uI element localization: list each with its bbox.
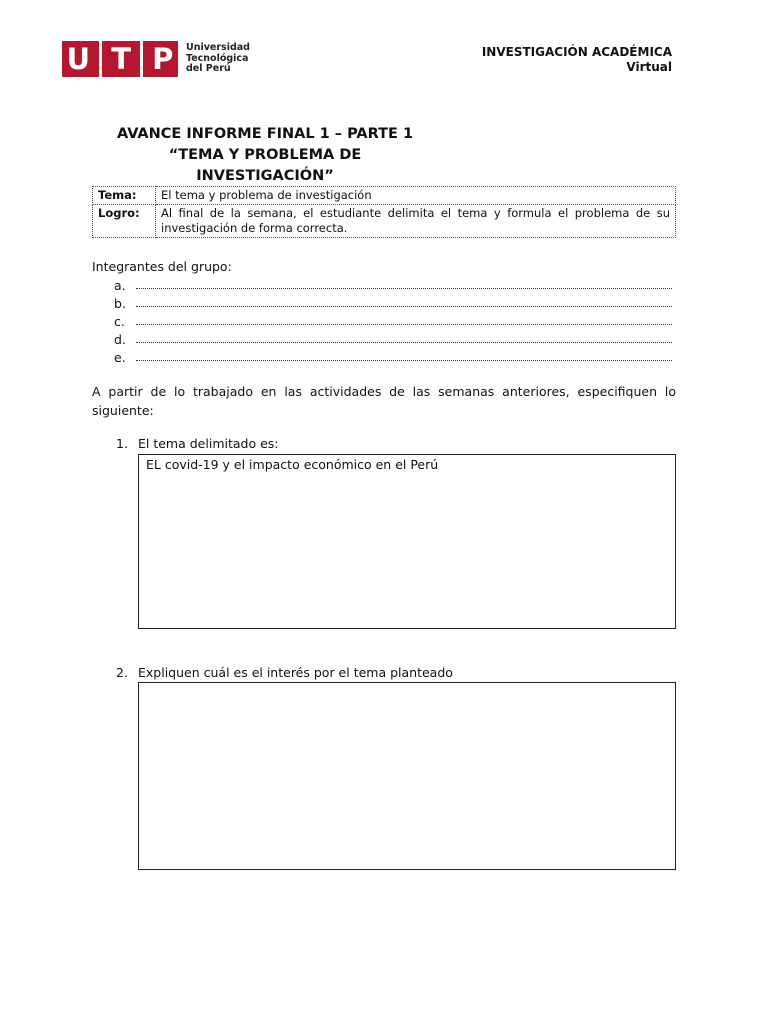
- question-text: Expliquen cuál es el interés por el tema planteado: [138, 665, 453, 680]
- logo-letter-u: U: [66, 42, 91, 76]
- course-name: INVESTIGACIÓN ACADÉMICA: [481, 45, 672, 59]
- utp-logo-mark: [62, 41, 178, 77]
- utp-logo: [62, 41, 250, 77]
- question-number: 1.: [116, 436, 128, 451]
- answer-text[interactable]: [139, 683, 675, 687]
- page-title: [100, 124, 430, 187]
- question-number: 2.: [116, 665, 128, 680]
- list-item: [92, 295, 676, 313]
- list-item: [92, 277, 676, 295]
- course-modality: Virtual: [626, 60, 672, 74]
- group-members-label: Integrantes del grupo:: [92, 259, 232, 274]
- member-blank-line[interactable]: [136, 342, 672, 343]
- member-blank-line[interactable]: [136, 324, 672, 325]
- tema-label: Tema:: [93, 187, 156, 205]
- list-item: [92, 331, 676, 349]
- university-name: [186, 43, 250, 75]
- member-letter: e.: [114, 350, 126, 365]
- logo-letter-t: T: [111, 42, 132, 76]
- member-blank-line[interactable]: [136, 306, 672, 307]
- question-text: El tema delimitado es:: [138, 436, 279, 451]
- answer-text[interactable]: EL covid-19 y el impacto económico en el Perú: [146, 457, 439, 472]
- answer-box-1[interactable]: [138, 454, 676, 629]
- title-line-2: “TEMA Y PROBLEMA DE INVESTIGACIÓN”: [168, 147, 362, 184]
- logro-label: Logro:: [93, 205, 156, 238]
- university-name-line: del Perú: [186, 63, 231, 75]
- title-line-1: AVANCE INFORME FINAL 1 – PARTE 1: [116, 126, 414, 142]
- table-row: [93, 187, 676, 205]
- member-blank-line[interactable]: [136, 288, 672, 289]
- info-table: [92, 186, 676, 238]
- list-item: [92, 313, 676, 331]
- group-members-list: [92, 277, 676, 367]
- course-header: [482, 45, 672, 75]
- member-letter: d.: [114, 332, 126, 347]
- member-letter: b.: [114, 296, 126, 311]
- university-name-line: Tecnológica: [186, 52, 249, 64]
- member-letter: c.: [114, 314, 125, 329]
- list-item: [92, 349, 676, 367]
- instructions-paragraph: A partir de lo trabajado en las actividades de las semanas anteriores, especifiquen lo siguiente:: [92, 384, 676, 418]
- university-name-line: Universidad: [186, 42, 250, 54]
- question-1: [116, 436, 279, 451]
- member-blank-line[interactable]: [136, 360, 672, 361]
- logo-letter-p: P: [152, 42, 174, 76]
- table-row: [93, 205, 676, 238]
- logro-value: Al final de la semana, el estudiante delimita el tema y formula el problema de su investigación de forma correcta.: [156, 205, 676, 238]
- tema-value: El tema y problema de investigación: [156, 187, 676, 205]
- question-2: [116, 665, 453, 680]
- answer-box-2[interactable]: [138, 682, 676, 870]
- member-letter: a.: [114, 278, 126, 293]
